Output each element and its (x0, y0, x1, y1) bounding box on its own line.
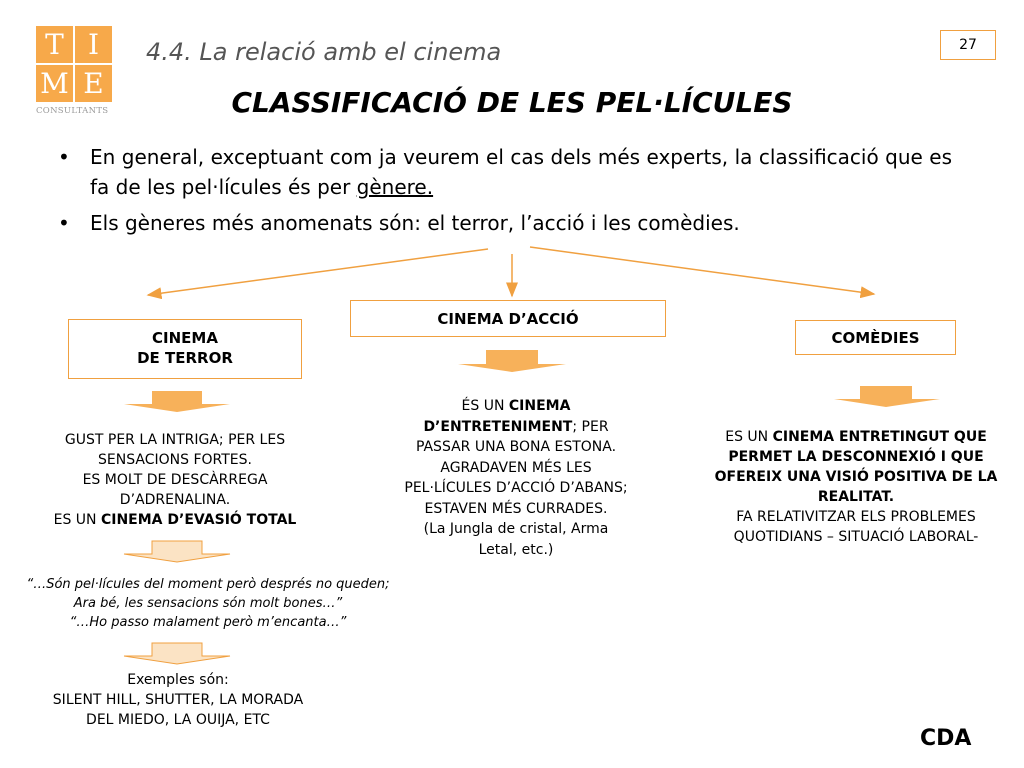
category-label: CINEMA D’ACCIÓ (437, 310, 579, 328)
logo-subtitle: CONSULTANTS (36, 106, 109, 116)
text-line: ESTAVEN MÉS CURRADES. (424, 500, 608, 517)
terror-quotes (10, 575, 406, 632)
logo-letter: M (36, 65, 73, 102)
text-segment: ; PER (572, 418, 609, 435)
quote-line: Ara bé, les sensacions són molt bones…” (73, 596, 343, 611)
text-line: FA RELATIVITZAR ELS PROBLEMES (736, 509, 976, 525)
category-label: DE TERROR (137, 349, 233, 367)
text-segment: ES UN (53, 512, 101, 528)
category-box-terror (68, 319, 302, 379)
text-line (370, 396, 662, 417)
text-line (706, 487, 1006, 507)
bold-text: OFEREIX UNA VISIÓ POSITIVA DE LA (714, 469, 998, 485)
text-line (706, 427, 1006, 447)
text-line: AGRADAVEN MÉS LES (440, 459, 592, 476)
block-arrow-terror-1 (124, 391, 230, 412)
accio-description (370, 396, 662, 560)
bold-text: REALITAT. (817, 489, 895, 505)
text-line (370, 417, 662, 438)
terror-description (30, 430, 320, 530)
text-line: QUOTIDIANS – SITUACIÓ LABORAL- (733, 529, 979, 545)
bullet-text: Els gèneres més anomenats són: el terror, l’acció i les comèdies. (90, 211, 740, 235)
page-number: 27 (940, 30, 996, 60)
text-segment: ÉS UN (461, 398, 509, 414)
text-line: Exemples són: (127, 672, 229, 688)
arrow-to-comedies (530, 247, 874, 294)
bold-text: PERMET LA DESCONNEXIÓ I QUE (728, 449, 984, 465)
text-line: SENSACIONS FORTES. (98, 452, 252, 468)
logo-letter: E (75, 65, 112, 102)
footer-tag: CDA (920, 726, 972, 751)
block-arrow-terror-3 (124, 643, 230, 664)
text-line: PEL·LÍCULES D’ACCIÓ D’ABANS; (404, 480, 628, 496)
category-label: CINEMA (152, 329, 218, 347)
text-line: Letal, etc.) (478, 541, 554, 558)
text-line: PASSAR UNA BONA ESTONA. (415, 439, 617, 455)
block-arrow-terror-2 (124, 541, 230, 562)
category-box-accio (350, 300, 666, 337)
logo-letter: I (75, 26, 112, 63)
text-segment: ES UN (725, 429, 773, 445)
text-line (706, 447, 1006, 467)
text-line: D’ADRENALINA. (119, 492, 231, 508)
text-line (706, 467, 1006, 487)
text-line: ES MOLT DE DESCÀRREGA (82, 472, 268, 488)
text-line: (La Jungla de cristal, Arma (423, 521, 609, 537)
block-arrow-accio (458, 350, 566, 372)
category-label: COMÈDIES (831, 329, 920, 347)
text-line (30, 510, 320, 530)
category-box-comedies (795, 320, 956, 355)
quote-line: “…Ho passo malament però m’encanta…” (69, 615, 347, 630)
bold-text: D’ENTRETENIMENT (423, 418, 573, 435)
arrow-to-terror (148, 249, 488, 295)
text-line: SILENT HILL, SHUTTER, LA MORADA (52, 692, 304, 708)
slide-title: CLASSIFICACIÓ DE LES PEL·LÍCULES (231, 86, 793, 119)
comedies-description (706, 427, 1006, 547)
section-heading: 4.4. La relació amb el cinema (146, 38, 502, 66)
logo-letter: T (36, 26, 73, 63)
bullet-text: En general, exceptuant com ja veurem el cas dels més experts, la classificació que es fa de les pel·lícules és per (90, 145, 952, 199)
bold-text: CINEMA ENTRETINGUT QUE (772, 429, 987, 445)
text-line: DEL MIEDO, LA OUIJA, ETC (86, 712, 270, 728)
quote-line: “…Són pel·lícules del moment però després no queden; (26, 577, 390, 592)
bold-text: CINEMA D’EVASIÓ TOTAL (100, 512, 297, 528)
text-line: GUST PER LA INTRIGA; PER LES (64, 432, 286, 448)
block-arrow-comedies (834, 386, 940, 407)
bullet-underlined-text: gènere. (356, 175, 434, 199)
bold-text: CINEMA (508, 398, 571, 414)
terror-examples (20, 670, 336, 730)
